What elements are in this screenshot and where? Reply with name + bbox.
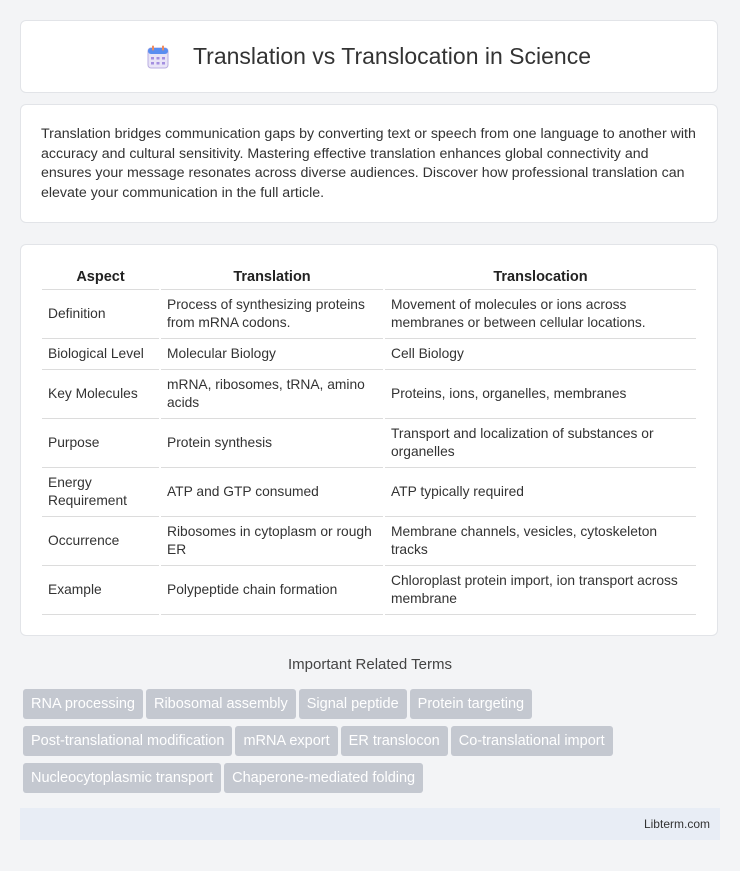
table-row: [42, 290, 696, 339]
related-terms-list: [23, 689, 723, 800]
table-cell: Energy Requirement: [42, 468, 159, 517]
table-row: [42, 339, 696, 370]
term-tag[interactable]: RNA processing: [23, 689, 143, 719]
table-cell: Cell Biology: [385, 339, 696, 370]
table-cell: Purpose: [42, 419, 159, 468]
table-cell: Proteins, ions, organelles, membranes: [385, 370, 696, 419]
related-terms-title: Important Related Terms: [288, 656, 452, 673]
term-tag[interactable]: Ribosomal assembly: [146, 689, 296, 719]
table-cell: Movement of molecules or ions across membranes or between cellular locations.: [385, 290, 696, 339]
table-cell: Process of synthesizing proteins from mRNA codons.: [161, 290, 383, 339]
table-row: [42, 419, 696, 468]
table-cell: Polypeptide chain formation: [161, 566, 383, 615]
table-row: [42, 370, 696, 419]
table-row: [42, 566, 696, 615]
column-header: Aspect: [42, 265, 159, 290]
table-cell: Biological Level: [42, 339, 159, 370]
comparison-card: [20, 244, 718, 636]
table-cell: Membrane channels, vesicles, cytoskeleton tracks: [385, 517, 696, 566]
table-row: [42, 468, 696, 517]
table-cell: Ribosomes in cytoplasm or rough ER: [161, 517, 383, 566]
table-cell: Example: [42, 566, 159, 615]
term-tag[interactable]: mRNA export: [235, 726, 337, 756]
calendar-icon: [147, 45, 169, 69]
column-header: Translation: [161, 265, 383, 290]
header-card: [20, 20, 718, 93]
page-title: Translation vs Translocation in Science: [192, 43, 591, 69]
column-header: Translocation: [385, 265, 696, 290]
table-cell: Occurrence: [42, 517, 159, 566]
table-cell: Definition: [42, 290, 159, 339]
intro-card: [20, 104, 718, 223]
table-row: [42, 517, 696, 566]
footer: [20, 808, 720, 840]
table-cell: Key Molecules: [42, 370, 159, 419]
table-cell: Transport and localization of substances or organelles: [385, 419, 696, 468]
table-header-row: [42, 265, 696, 290]
table-cell: Chloroplast protein import, ion transport across membrane: [385, 566, 696, 615]
comparison-table: [40, 265, 698, 615]
table-cell: Molecular Biology: [161, 339, 383, 370]
term-tag[interactable]: Post-translational modification: [23, 726, 232, 756]
term-tag[interactable]: Signal peptide: [299, 689, 407, 719]
footer-site-link[interactable]: Libterm.com: [643, 817, 710, 831]
intro-text: Translation bridges communication gaps by converting text or speech from one language to another with accuracy and cultural sensitivity. Mastering effective translation enhances global connectivity and ensures your message resonates across diverse audiences. Discover how professional translation can elevate your communication in the full article.: [41, 126, 696, 201]
table-cell: Protein synthesis: [161, 419, 383, 468]
term-tag[interactable]: ER translocon: [341, 726, 448, 756]
table-cell: mRNA, ribosomes, tRNA, amino acids: [161, 370, 383, 419]
term-tag[interactable]: Nucleocytoplasmic transport: [23, 763, 221, 793]
term-tag[interactable]: Co-translational import: [451, 726, 613, 756]
table-cell: ATP and GTP consumed: [161, 468, 383, 517]
table-cell: ATP typically required: [385, 468, 696, 517]
term-tag[interactable]: Chaperone-mediated folding: [224, 763, 423, 793]
term-tag[interactable]: Protein targeting: [410, 689, 532, 719]
